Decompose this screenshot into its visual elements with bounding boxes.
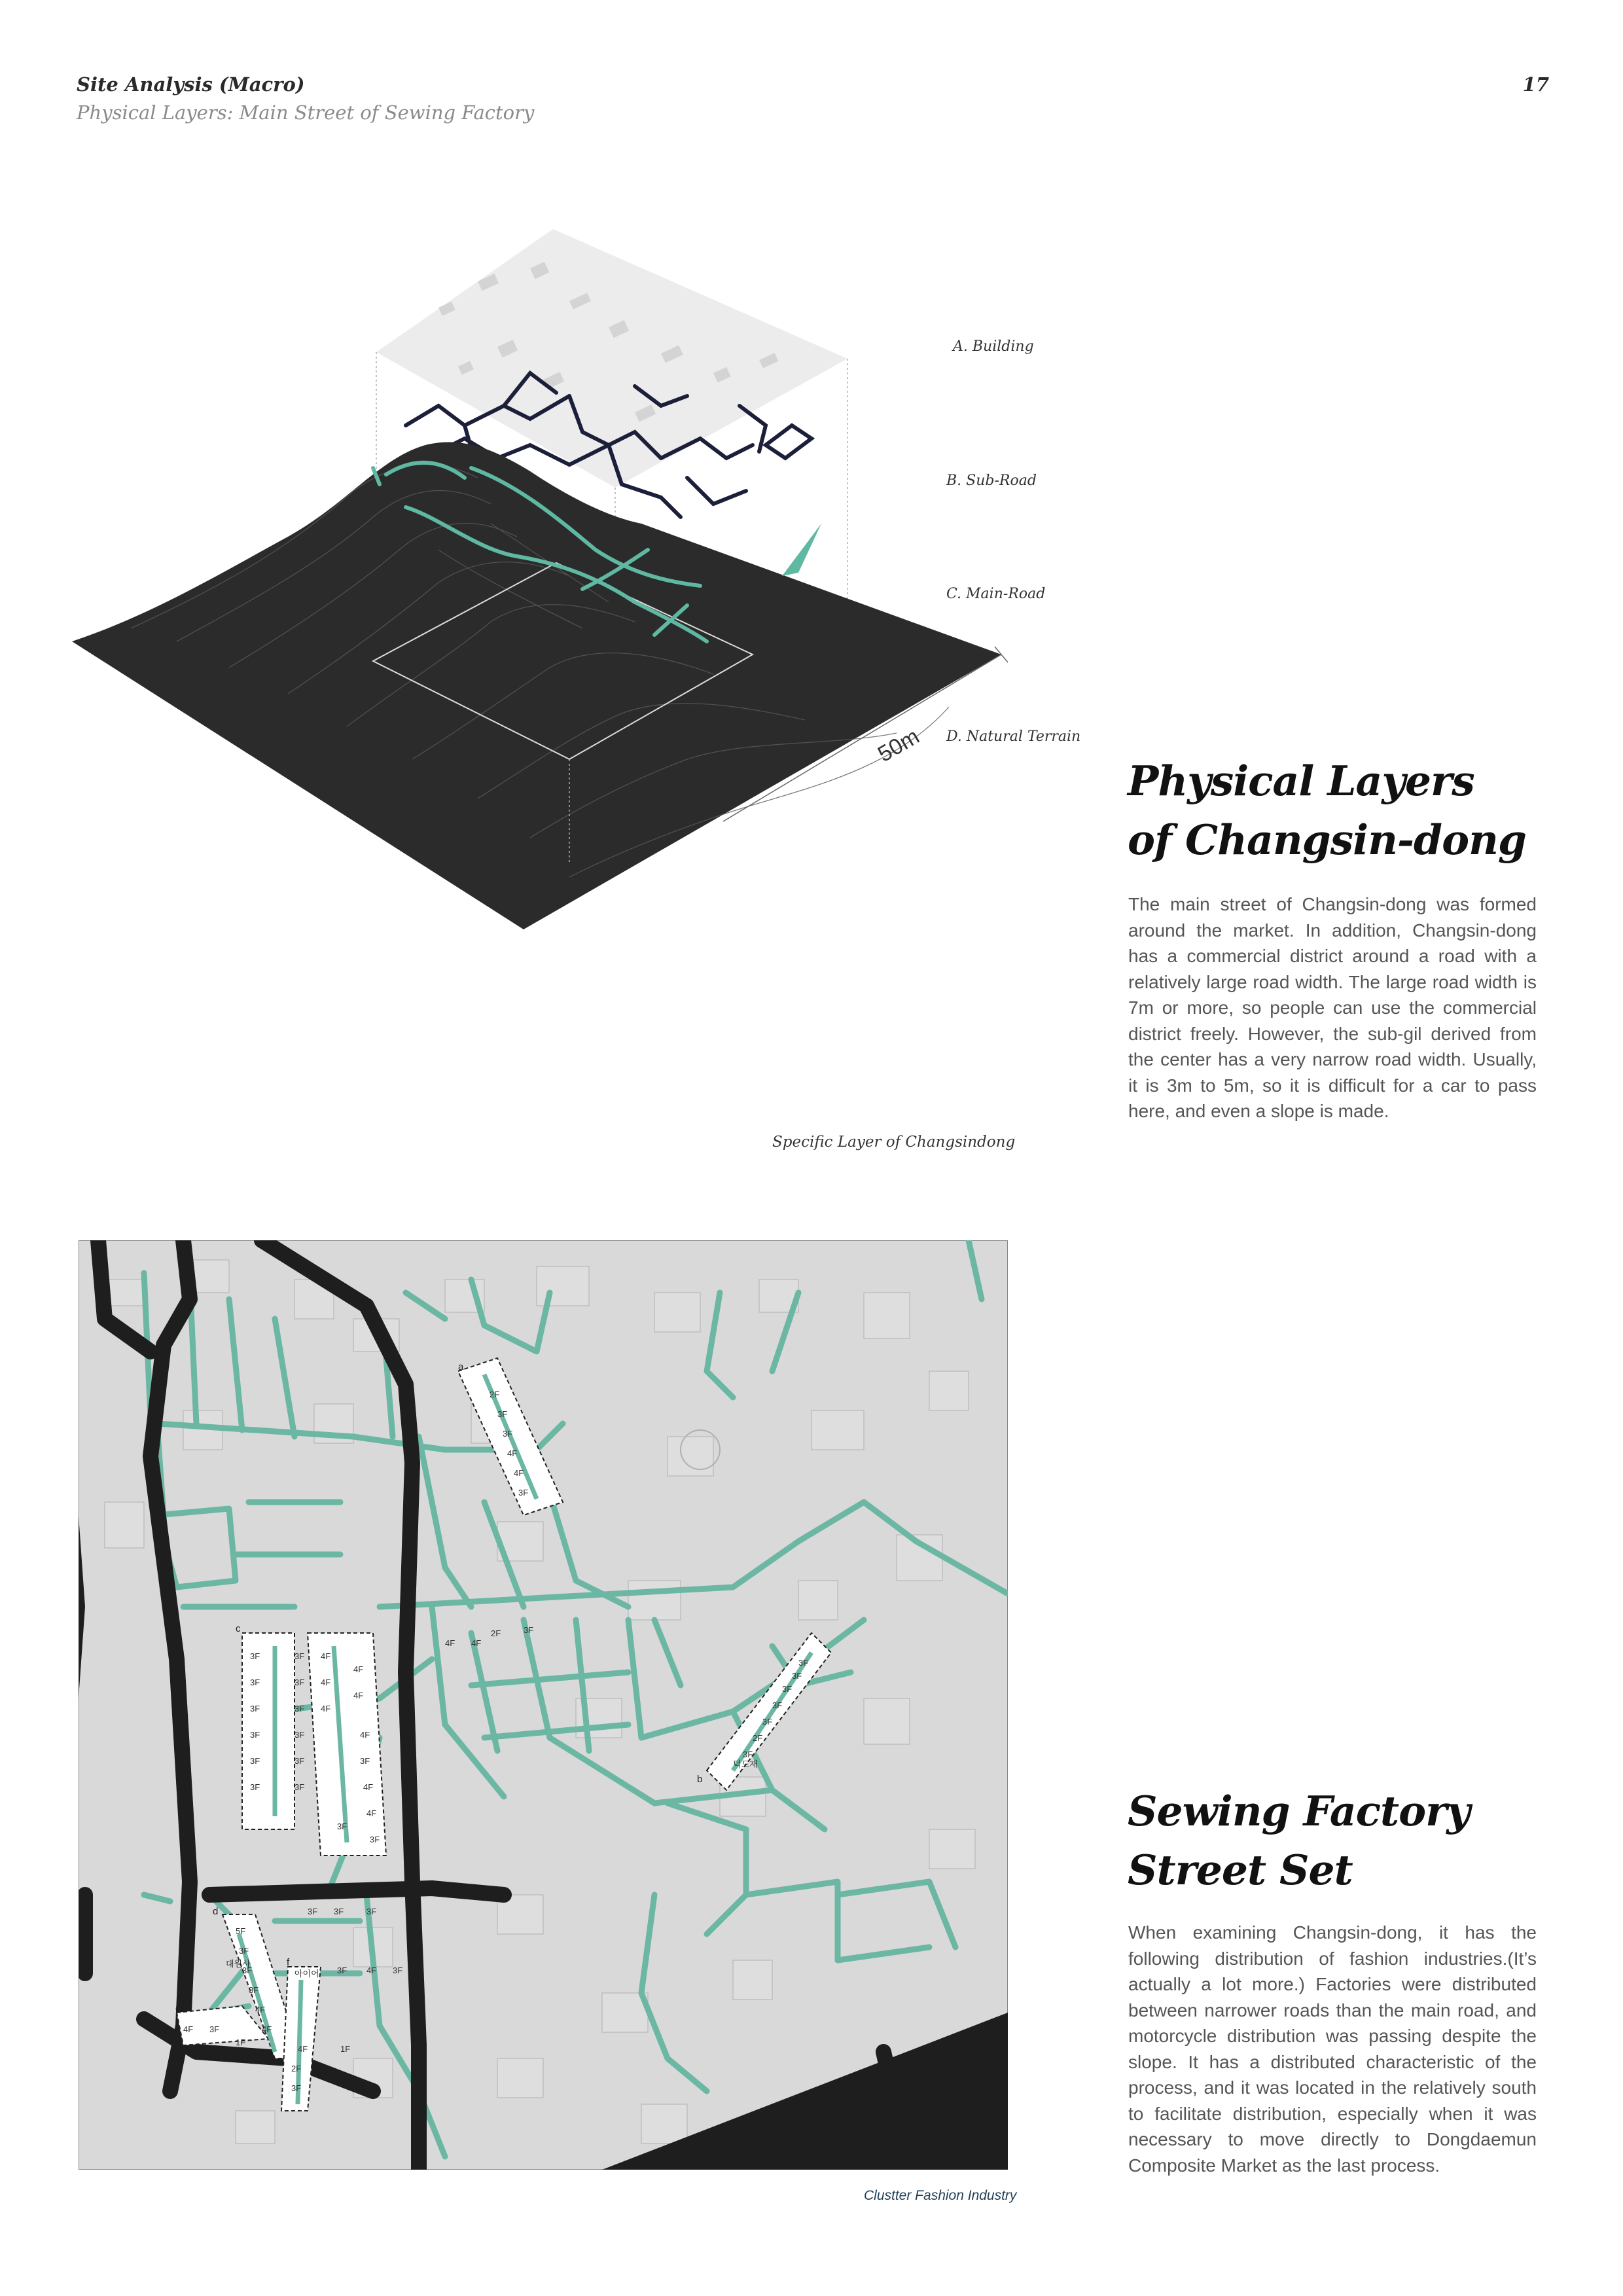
- scale-label: 50m: [874, 723, 924, 767]
- svg-text:4F: 4F: [262, 2024, 272, 2034]
- main-road-segment-marker: [782, 524, 821, 576]
- svg-text:3F: 3F: [294, 1756, 305, 1766]
- svg-text:3F: 3F: [762, 1717, 773, 1727]
- axonometric-layer-diagram: [72, 209, 1027, 1126]
- svg-text:3F: 3F: [308, 1907, 318, 1916]
- svg-text:4F: 4F: [366, 1808, 377, 1818]
- layer-label-natural-terrain: D. Natural Terrain: [946, 728, 1081, 745]
- svg-text:1F: 1F: [340, 2044, 351, 2054]
- layer-label-sub-road: B. Sub-Road: [946, 473, 1037, 489]
- terrain-layer: [72, 442, 1001, 929]
- svg-text:2F: 2F: [490, 1390, 500, 1399]
- svg-text:3F: 3F: [772, 1700, 783, 1710]
- svg-text:3F: 3F: [518, 1488, 529, 1498]
- svg-text:3F: 3F: [497, 1409, 508, 1419]
- svg-text:4F: 4F: [298, 2044, 308, 2054]
- svg-text:3F: 3F: [250, 1677, 260, 1687]
- svg-text:e: e: [175, 2003, 181, 2014]
- svg-text:1F: 1F: [236, 2037, 246, 2047]
- sewing-factory-text: When examining Changsin-dong, it has the following distribution of fashion industries.(It’s actually a lot more.) Factories were distributed between narrower roads than the main road, and motorcycle distribution was passing despite the slope. It has a distributed characteristic of the process, and it was located in the relatively south to facilitate distribution, especially when it was necessary to move directly to Dongdaemun Composite Market as the last process.: [1128, 1922, 1537, 2176]
- svg-text:4F: 4F: [321, 1651, 331, 1661]
- svg-text:2F: 2F: [491, 1628, 501, 1638]
- diagram-caption: Specific Layer of Changsindong: [772, 1134, 1016, 1151]
- svg-text:3F: 3F: [250, 1651, 260, 1661]
- page-number: 17: [1522, 73, 1549, 96]
- svg-text:4F: 4F: [445, 1638, 455, 1648]
- svg-text:2F: 2F: [291, 2064, 302, 2073]
- svg-text:3F: 3F: [250, 1782, 260, 1792]
- svg-text:3F: 3F: [294, 1704, 305, 1713]
- svg-text:4F: 4F: [353, 1691, 364, 1700]
- sewing-factory-cluster-map: [79, 1240, 1008, 2170]
- svg-text:아이어: 아이어: [294, 1969, 319, 1979]
- svg-text:4F: 4F: [353, 1664, 364, 1674]
- section-title-physical-layers: [1128, 751, 1526, 869]
- svg-text:4F: 4F: [471, 1638, 482, 1648]
- svg-text:4F: 4F: [183, 2024, 194, 2034]
- svg-text:3F: 3F: [294, 1677, 305, 1687]
- section-heading: Site Analysis (Macro): [77, 73, 305, 96]
- section-subheading: Physical Layers: Main Street of Sewing Factory: [77, 101, 535, 124]
- svg-text:d: d: [213, 1906, 219, 1917]
- svg-text:3F: 3F: [798, 1658, 809, 1668]
- physical-layers-text: The main street of Changsin-dong was formed around the market. In addition, Changsin-dong has a commercial district around a road with a relatively large road width. The large road width is 7m or more, so people can use the commercial district freely. However, the sub-gil derived from the center has a very narrow road width. Usually, it is 3m to 5m, so it is difficult for a car to pass here, and even a slope is made.: [1128, 894, 1537, 1121]
- title-line: Sewing Factory: [1128, 1787, 1470, 1835]
- svg-text:대원사: 대원사: [226, 1959, 251, 1969]
- layer-label-building: A. Building: [953, 338, 1034, 355]
- title-line: of Changsin-dong: [1128, 816, 1526, 864]
- svg-text:4F: 4F: [321, 1704, 331, 1713]
- svg-text:3F: 3F: [334, 1907, 344, 1916]
- svg-text:3F: 3F: [250, 1756, 260, 1766]
- svg-text:3F: 3F: [393, 1965, 403, 1975]
- svg-text:3F: 3F: [294, 1782, 305, 1792]
- svg-text:3F: 3F: [249, 1985, 259, 1995]
- svg-text:4F: 4F: [366, 1965, 377, 1975]
- svg-text:4F: 4F: [514, 1468, 524, 1478]
- svg-text:4F: 4F: [255, 2005, 266, 2015]
- svg-text:3F: 3F: [337, 1821, 348, 1831]
- svg-text:4F: 4F: [360, 1730, 370, 1740]
- title-line: Street Set: [1128, 1846, 1353, 1894]
- map-caption: Clustter Fashion Industry: [864, 2188, 1017, 2203]
- svg-text:3F: 3F: [782, 1684, 793, 1694]
- svg-text:3F: 3F: [294, 1651, 305, 1661]
- svg-text:3F: 3F: [370, 1835, 380, 1844]
- svg-text:4F: 4F: [321, 1677, 331, 1687]
- section-title-sewing-factory: [1128, 1782, 1470, 1899]
- svg-text:3F: 3F: [239, 1946, 249, 1956]
- svg-text:3F: 3F: [503, 1429, 513, 1439]
- svg-text:f: f: [287, 1957, 290, 1968]
- layer-label-main-road: C. Main-Road: [946, 586, 1046, 602]
- svg-text:3F: 3F: [792, 1671, 802, 1681]
- svg-text:3F: 3F: [743, 1749, 753, 1759]
- title-line: Physical Layers: [1128, 757, 1474, 805]
- svg-text:3F: 3F: [337, 1965, 348, 1975]
- svg-text:3F: 3F: [360, 1756, 370, 1766]
- svg-text:c: c: [236, 1623, 241, 1634]
- svg-text:3F: 3F: [209, 2024, 220, 2034]
- svg-text:3F: 3F: [524, 1625, 534, 1635]
- svg-text:4F: 4F: [363, 1782, 374, 1792]
- svg-text:2F: 2F: [753, 1733, 763, 1743]
- svg-text:3F: 3F: [294, 1730, 305, 1740]
- svg-text:3F: 3F: [242, 1965, 253, 1975]
- svg-text:5F: 5F: [236, 1926, 246, 1936]
- svg-text:3F: 3F: [250, 1704, 260, 1713]
- svg-text:a: a: [458, 1361, 464, 1372]
- svg-text:덕도재: 덕도재: [733, 1759, 758, 1769]
- svg-text:4F: 4F: [507, 1448, 518, 1458]
- svg-text:b: b: [697, 1774, 703, 1785]
- svg-text:3F: 3F: [291, 2083, 302, 2093]
- svg-text:3F: 3F: [250, 1730, 260, 1740]
- svg-text:3F: 3F: [366, 1907, 377, 1916]
